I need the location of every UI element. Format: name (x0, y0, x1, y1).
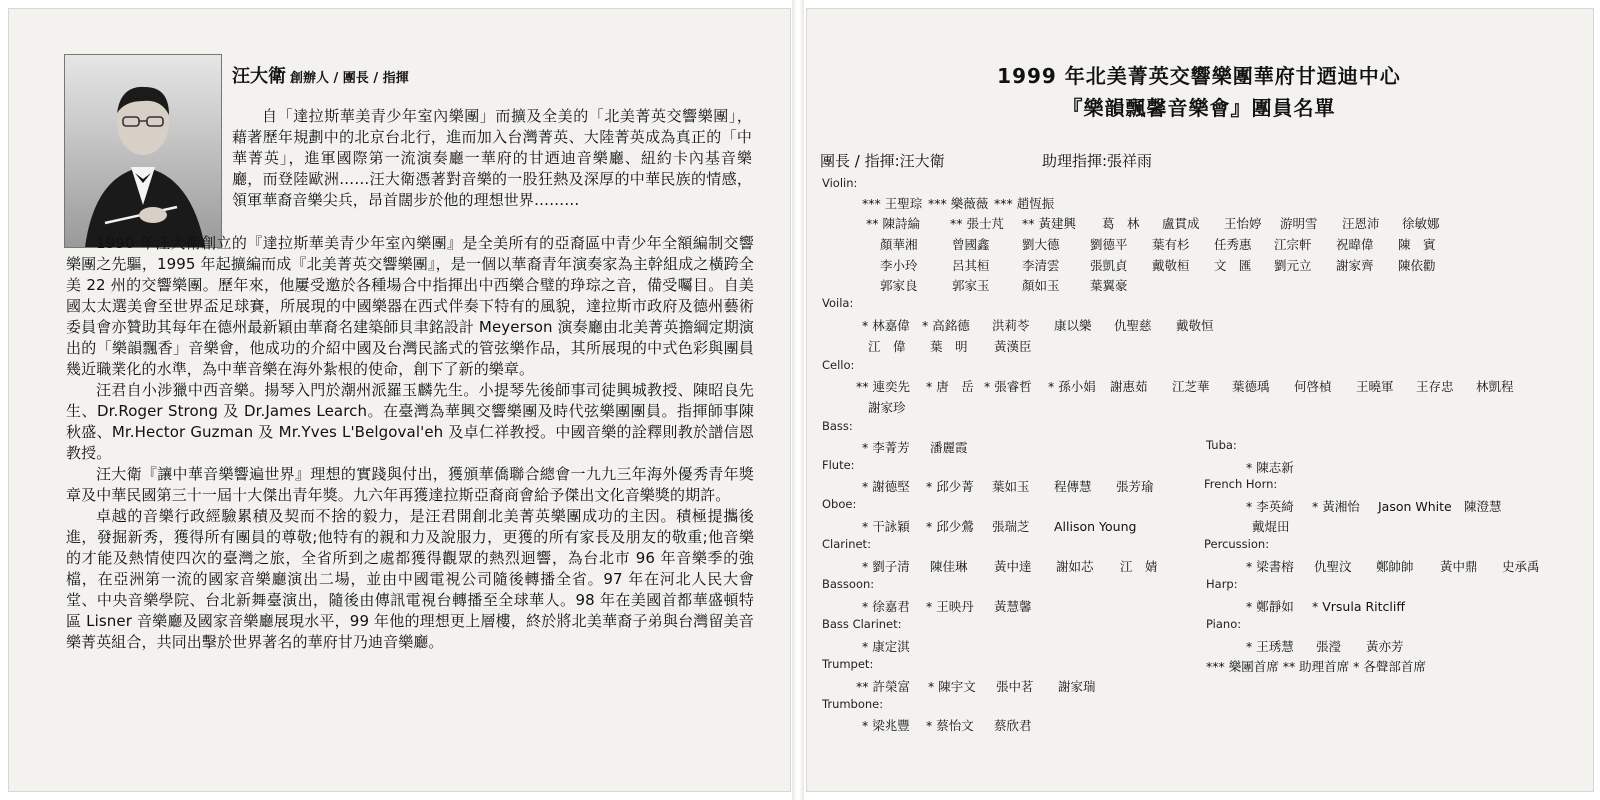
bassoon-row (862, 597, 1056, 615)
member-name: 李清雲 (1022, 258, 1060, 273)
conductor-portrait-icon (65, 55, 221, 247)
section-oboe: Oboe: (822, 497, 857, 511)
member-name: 葉有杉 (1152, 237, 1190, 252)
member-name: 仇聖慈 (1114, 318, 1152, 333)
tuba-row (1246, 458, 1316, 476)
member-name: 江宗軒 (1274, 237, 1312, 252)
member-name: ** 黃建興 (1022, 216, 1076, 231)
bio-paragraph-3: 汪君自小涉獵中西音樂。揚琴入門於潮州派羅玉麟先生。小提琴先後師事司徒興城教授、陳昭良先生、Dr.Roger Strong 及 Dr.James Learch。在臺灣為華興交響樂團及時代弦樂團團員。指揮師事陳秋盛、Mr.Hector Guzman 及 Mr.Yves L'Belgoval'eh 及卓仁祥教授。中國音樂的詮釋則教於譜信恩教授。 (66, 381, 754, 462)
member-name: * 謝德堅 (862, 479, 910, 494)
member-name: 蔡欣君 (994, 718, 1032, 733)
member-name: 劉元立 (1274, 258, 1312, 273)
member-name: 葉如玉 (992, 479, 1030, 494)
member-name: 黃亦芳 (1366, 639, 1404, 654)
member-name: 張凱貞 (1090, 258, 1128, 273)
oboe-row (862, 517, 1164, 535)
member-name: 任秀惠 (1214, 237, 1252, 252)
section-trumpet: Trumpet: (822, 657, 874, 671)
roster-title-line2: 『樂韻飄馨音樂會』團員名單 (1062, 96, 1336, 120)
book-spine (792, 0, 804, 800)
section-cello: Cello: (822, 358, 855, 372)
member-name: 戴敬恒 (1176, 318, 1214, 333)
member-name: 程傳慧 (1054, 479, 1092, 494)
member-name: * 王映丹 (926, 599, 974, 614)
member-name: 黃慧馨 (994, 599, 1032, 614)
member-name: 劉大德 (1022, 237, 1060, 252)
piano-row (1246, 637, 1428, 655)
conductor-name: 汪大衛 (232, 66, 286, 87)
flute-row (862, 477, 1178, 495)
bio-paragraph-4: 汪大衛『讓中華音樂響遍世界』理想的實踐與付出，獲頒華僑聯合總會一九九三年海外優秀青年獎章及中華民國第三十一屆十大傑出青年獎。九六年再獲達拉斯亞裔商會給予傑出文化音樂獎的期許。 (66, 465, 754, 504)
member-name: * 邱少菁 (926, 479, 974, 494)
member-name: * 劉子清 (862, 559, 910, 574)
member-name: 張瀅 (1316, 639, 1342, 654)
member-name: 謝家齊 (1336, 258, 1374, 273)
member-name: 林凱程 (1476, 379, 1514, 394)
member-name: Allison Young (1054, 519, 1137, 534)
member-name: 汪恩沛 (1342, 216, 1380, 231)
bio-body (66, 233, 754, 653)
bio-paragraph-5: 卓越的音樂行政經驗累積及契而不捨的毅力，是汪君開創北美菁英樂團成功的主因。積極提攜後進，發掘新秀，獲得所有團員的尊敬;他特有的親和力及說服力，更獲的所有家長及朋友的敬重;他音樂的才能及熱情使四次的臺灣之旅，全省所到之處都獲得觀眾的熱烈迴響，為台北市 96 年音樂季的強檔，在亞洲第一流的國家音樂廳演出二場，並由中國電視公司隨後轉播全省。97 年在河北人民大會堂、中央音樂學院、台北新舞臺演出，隨後由傳訊電視台轉播至全球華人。98 年在美國首都華盛頓特區 Lisner 音樂廳及國家音樂廳展現水平，99 年他的理想更上層樓，終於將北美華裔子弟與台灣留美音樂菁英組合，共同出擊於世界著名的華府甘乃迪音樂廳。 (66, 507, 754, 651)
member-name: 葉翼豪 (1090, 278, 1128, 293)
member-name: * 林嘉偉 (862, 318, 910, 333)
violin-row-5 (880, 276, 1152, 294)
member-name: 仇聖汶 (1314, 559, 1352, 574)
member-name: 康以樂 (1054, 318, 1092, 333)
member-name: ** 許榮富 (856, 679, 910, 694)
member-name: 郭家良 (880, 278, 918, 293)
member-name: 陳依勸 (1398, 258, 1436, 273)
member-name: * 鄭靜如 (1246, 599, 1294, 614)
bio-intro (232, 106, 752, 211)
rank-legend: *** 樂團首席 ** 助理首席 * 各聲部首席 (1206, 659, 1426, 674)
member-name: ** 張士芃 (950, 216, 1004, 231)
member-name: 張中茗 (996, 679, 1034, 694)
member-name: 史承禹 (1502, 559, 1540, 574)
member-name: 黃中鼎 (1440, 559, 1478, 574)
member-name: *** 樂薇薇 (928, 196, 989, 211)
member-name: 游明雪 (1280, 216, 1318, 231)
member-name: * 王琇慧 (1246, 639, 1294, 654)
violin-row-3 (880, 235, 1458, 253)
harp-row (1246, 597, 1422, 615)
conductor-heading (232, 62, 409, 88)
member-name: 盧貫成 (1162, 216, 1200, 231)
member-name: 呂其桓 (952, 258, 990, 273)
member-name: 何啓楨 (1294, 379, 1332, 394)
section-flute: Flute: (822, 458, 855, 472)
violin-row-4 (880, 256, 1458, 274)
member-name: 謝家瑞 (1058, 679, 1096, 694)
section-violin: Violin: (822, 176, 858, 190)
violin-row-1 (862, 194, 1060, 212)
director: 團長 / 指揮:汪大衛 (820, 152, 945, 170)
member-name: 李小玲 (880, 258, 918, 273)
member-name: * 干詠穎 (862, 519, 910, 534)
member-name: *** 趙恆振 (994, 196, 1055, 211)
section-clarinet: Clarinet: (822, 537, 871, 551)
horn-row-1 (1246, 497, 1534, 515)
member-name: * 陳志新 (1246, 460, 1294, 475)
section-trombone: Trumbone: (822, 697, 884, 711)
member-name: 黃中達 (994, 559, 1032, 574)
member-name: 黃漢臣 (994, 339, 1032, 354)
member-name: 戴敬桓 (1152, 258, 1190, 273)
member-name: 祝暐偉 (1336, 237, 1374, 252)
viola-row-1 (862, 316, 1236, 334)
section-percussion: Percussion: (1204, 537, 1270, 551)
bio-paragraph-1: 自「達拉斯華美青少年室內樂團」而擴及全美的「北美菁英交響樂團」，藉著歷年規劃中的北京台北行，進而加入台灣菁英、大陸菁英成為真正的「中華菁英」，進軍國際第一流演奏廳一華府的甘迺迪音樂廳、紐約卡內基音樂廳，而登陸歐洲……汪大衛憑著對音樂的一股狂熱及深厚的中華民族的情感，領軍華裔音樂尖兵，昂首闊步於他的理想世界……… (232, 107, 752, 209)
member-name: * 黃湘怡 (1312, 499, 1360, 514)
member-name: 江 婧 (1120, 559, 1158, 574)
viola-row-2 (868, 337, 1056, 355)
bio-paragraph-2: 1990 年汪大衛創立的『達拉斯華美青少年室內樂團』是全美所有的亞裔區中青少年全額編制交響樂團之先驅，1995 年起擴編而成『北美菁英交響樂團』，是一個以華裔青年演奏家為主幹組成之橫跨全美 22 州的交響樂團。歷年來，他屢受邀於各種場合中指揮出中西樂合璧的琤琮之音，備受囑目。自美國太太選美會至世界盃足球賽，所展現的中國樂器在西式伴奏下特有的風貌，達拉斯市政府及德州藝術委員會亦贊助其每年在德州最新穎由華裔名建築師貝聿銘設計 Meyerson 演奏廳由北美菁英擔綱定期演出的「樂韻飄香」音樂會，他成功的介紹中國及台灣民謠式的管弦樂作品，其所展現的中式色彩與團員幾近職業化的水準，為中華音樂在海外紮根的使命，創下了新的樂章。 (66, 234, 754, 378)
member-name: * 張睿哲 (984, 379, 1032, 394)
section-piano: Piano: (1206, 617, 1242, 631)
member-name: 郭家玉 (952, 278, 990, 293)
member-name: 謝惠茹 (1110, 379, 1148, 394)
clarinet-row (862, 557, 1182, 575)
member-name: 葉 明 (930, 339, 968, 354)
member-name: 葉德瑀 (1232, 379, 1270, 394)
trombone-row (862, 716, 1056, 734)
section-bass-clarinet: Bass Clarinet: (822, 617, 902, 631)
member-name: ** 陳詩綸 (866, 216, 920, 231)
member-name: 徐敏娜 (1402, 216, 1440, 231)
leadership-line (820, 150, 1152, 171)
member-name: 謝家珍 (868, 400, 906, 415)
member-name: ** 連奕先 (856, 379, 910, 394)
member-name: * 徐嘉君 (862, 599, 910, 614)
member-name: * 李菁芳 (862, 440, 910, 455)
member-name: 王怡婷 (1224, 216, 1262, 231)
member-name: * 蔡怡文 (926, 718, 974, 733)
member-name: 江芝華 (1172, 379, 1210, 394)
member-name: 顏華湘 (880, 237, 918, 252)
member-name: * 邱少鶯 (926, 519, 974, 534)
cello-row-1 (856, 377, 1536, 395)
bass-clarinet-row (862, 637, 932, 655)
section-french-horn: French Horn: (1204, 477, 1278, 491)
conductor-roles: 創辦人 / 團長 / 指揮 (290, 71, 409, 86)
member-name: * 陳宇文 (928, 679, 976, 694)
assistant-conductor: 助理指揮:張祥雨 (1042, 152, 1153, 170)
trumpet-row (856, 677, 1120, 695)
member-name: Jason White (1378, 499, 1452, 514)
member-name: 鄭帥帥 (1376, 559, 1414, 574)
section-bassoon: Bassoon: (822, 577, 875, 591)
section-viola: Voila: (822, 296, 854, 310)
percussion-row (1246, 557, 1564, 575)
member-name: 劉德平 (1090, 237, 1128, 252)
member-name: 王曉軍 (1356, 379, 1394, 394)
member-name: 曾國鑫 (952, 237, 990, 252)
member-name: * 梁書榕 (1246, 559, 1294, 574)
member-name: 張芳瑜 (1116, 479, 1154, 494)
member-name: *** 王聖琮 (862, 196, 923, 211)
member-name: 張瑞芝 (992, 519, 1030, 534)
member-name: 陳佳琳 (930, 559, 968, 574)
member-name: 葛 林 (1102, 216, 1140, 231)
section-bass: Bass: (822, 419, 853, 433)
section-harp: Harp: (1206, 577, 1238, 591)
violin-row-2 (866, 214, 1462, 232)
member-name: 江 偉 (868, 339, 906, 354)
member-name: 洪莉苓 (992, 318, 1030, 333)
member-name: 陳澄慧 (1464, 499, 1502, 514)
member-name: * 李英綺 (1246, 499, 1294, 514)
bass-row (862, 438, 1000, 456)
conductor-photo (64, 54, 222, 248)
member-name: 戴焜田 (1252, 519, 1290, 534)
member-name: * 高銘德 (922, 318, 970, 333)
horn-row-2 (1252, 517, 1322, 535)
member-name: 王存忠 (1416, 379, 1454, 394)
member-name: * 梁兆豐 (862, 718, 910, 733)
member-name: * 康定淇 (862, 639, 910, 654)
member-name: * 唐 岳 (926, 379, 974, 394)
member-name: * Vrsula Ritcliff (1312, 599, 1405, 614)
member-name: 文 匯 (1214, 258, 1252, 273)
member-name: 潘麗霞 (930, 440, 968, 455)
member-name: 顏如玉 (1022, 278, 1060, 293)
member-name: * 孫小娟 (1048, 379, 1096, 394)
member-name: 謝如芯 (1056, 559, 1094, 574)
roster-title-line1: 1999 年北美菁英交響樂團華府甘迺迪中心 (997, 64, 1401, 88)
cello-row-2 (868, 398, 938, 416)
member-name: 陳 賓 (1398, 237, 1436, 252)
section-tuba: Tuba: (1206, 438, 1237, 452)
